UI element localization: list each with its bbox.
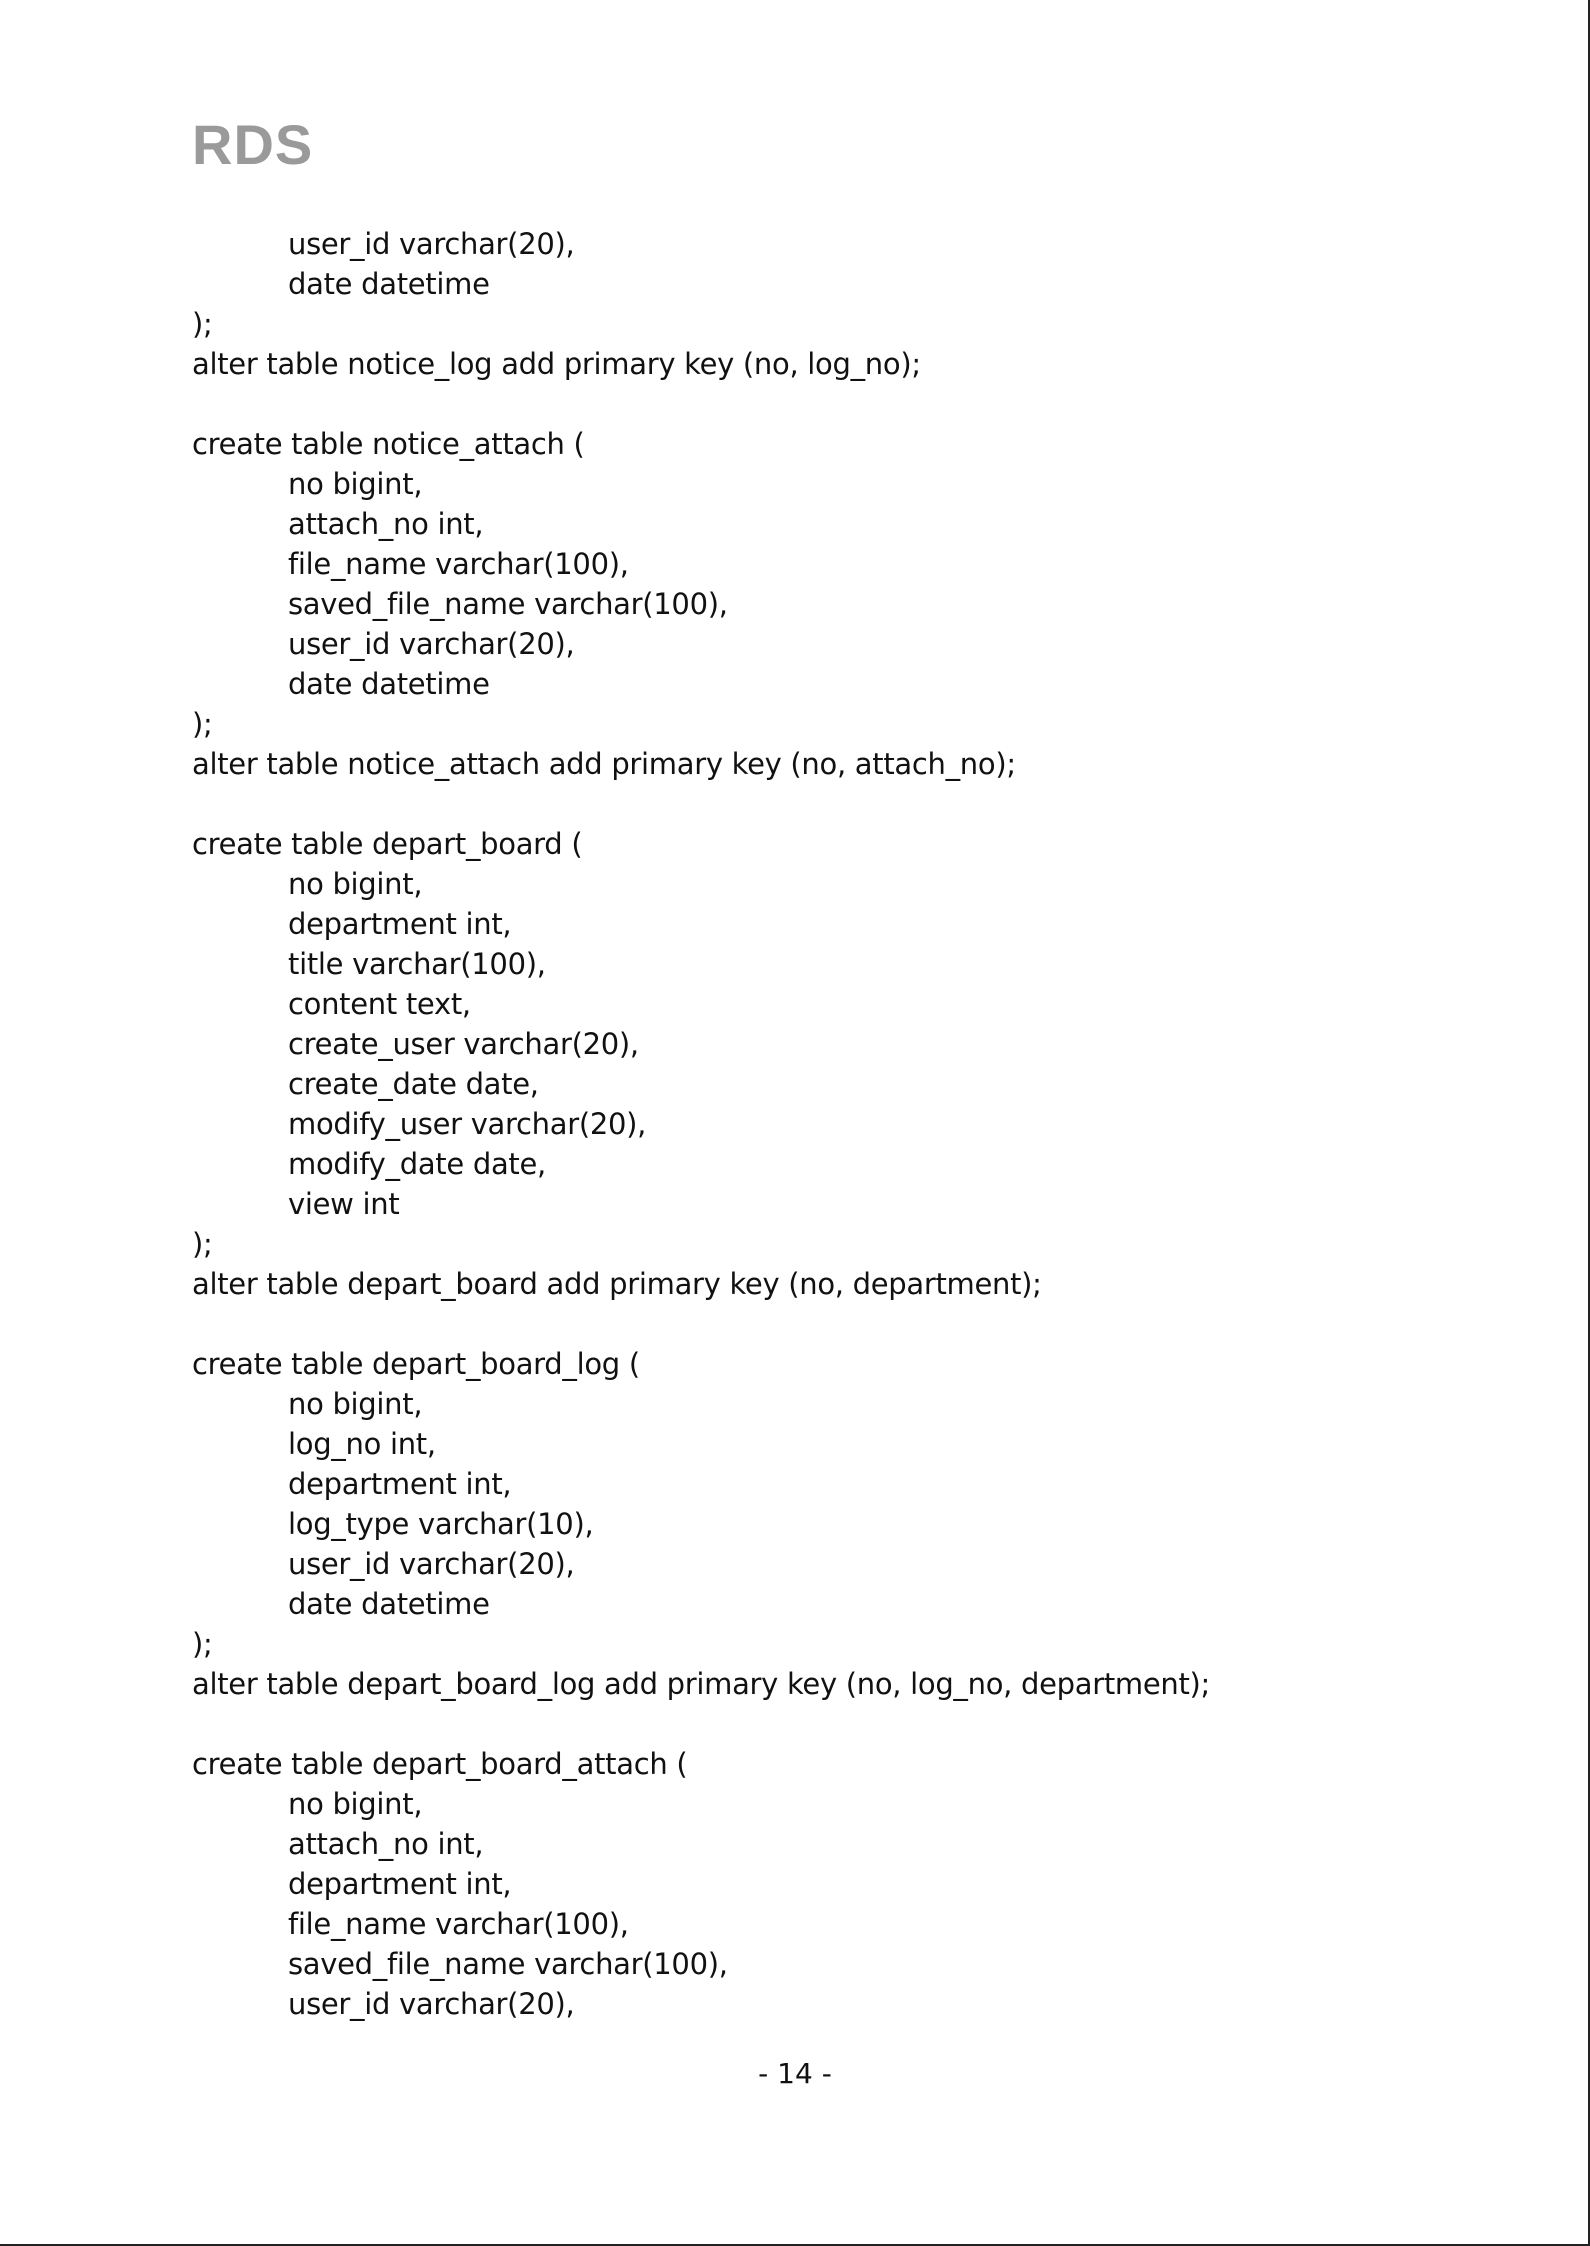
sql-line: title varchar(100), [288,947,546,981]
sql-line: user_id varchar(20), [288,627,575,661]
sql-line: attach_no int, [288,507,484,541]
sql-line: create_user varchar(20), [288,1027,639,1061]
sql-line: create_date date, [288,1067,539,1101]
sql-line: ); [192,1227,213,1261]
sql-line: date datetime [288,1587,490,1621]
sql-line: alter table depart_board_log add primary key (no, log_no, department); [192,1667,1211,1701]
sql-line: ); [192,307,213,341]
sql-line: department int, [288,1867,512,1901]
sql-line: file_name varchar(100), [288,547,629,581]
sql-line: user_id varchar(20), [288,1987,575,2021]
sql-line: user_id varchar(20), [288,1547,575,1581]
sql-line: create table notice_attach ( [192,427,585,461]
sql-line: create table depart_board_log ( [192,1347,640,1381]
sql-line: modify_user varchar(20), [288,1107,647,1141]
sql-line: ); [192,1627,213,1661]
blank-line [192,784,1492,824]
sql-line: date datetime [288,667,490,701]
sql-line: alter table depart_board add primary key (no, department); [192,1267,1042,1301]
sql-line: no bigint, [288,467,423,501]
sql-line: department int, [288,1467,512,1501]
sql-line: file_name varchar(100), [288,1907,629,1941]
sql-line: no bigint, [288,867,423,901]
sql-line: user_id varchar(20), [288,227,575,261]
sql-line: date datetime [288,267,490,301]
sql-code-block [192,224,1492,2024]
sql-line: no bigint, [288,1787,423,1821]
sql-line: modify_date date, [288,1147,546,1181]
page-number: - 14 - [758,2057,832,2090]
sql-line: log_no int, [288,1427,436,1461]
sql-line: alter table notice_attach add primary key (no, attach_no); [192,747,1016,781]
blank-line [192,1304,1492,1344]
blank-line [192,384,1492,424]
document-header-title: RDS [192,113,314,176]
sql-line: attach_no int, [288,1827,484,1861]
sql-line: ); [192,707,213,741]
sql-line: saved_file_name varchar(100), [288,587,728,621]
blank-line [192,1704,1492,1744]
sql-line: log_type varchar(10), [288,1507,594,1541]
sql-line: create table depart_board ( [192,827,583,861]
sql-line: create table depart_board_attach ( [192,1747,688,1781]
sql-line: no bigint, [288,1387,423,1421]
sql-line: alter table notice_log add primary key (no, log_no); [192,347,921,381]
sql-line: content text, [288,987,471,1021]
sql-line: saved_file_name varchar(100), [288,1947,728,1981]
sql-line: view int [288,1187,400,1221]
sql-line: department int, [288,907,512,941]
